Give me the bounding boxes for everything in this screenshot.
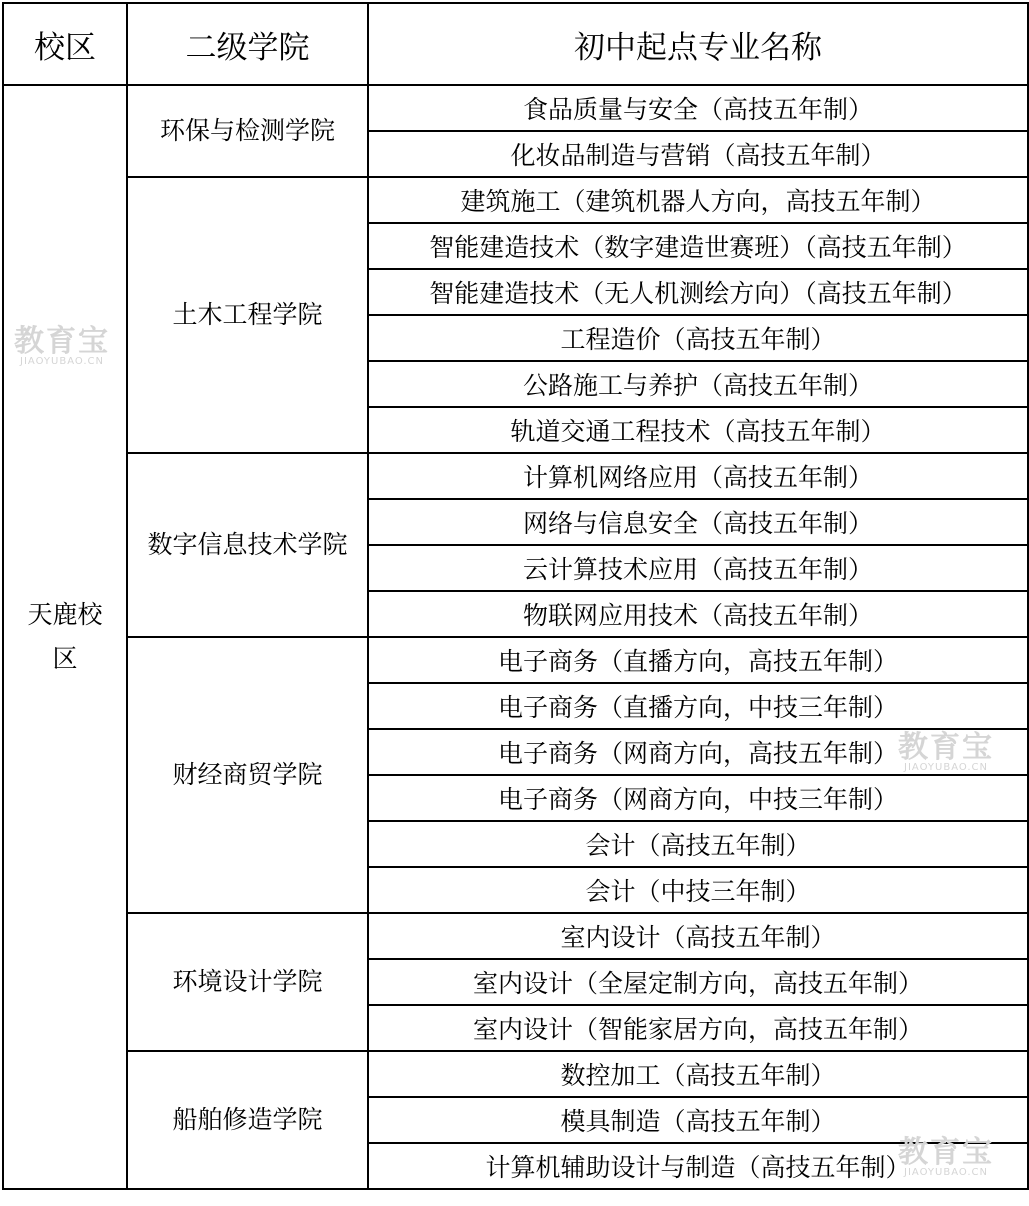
major-cell: 网络与信息安全（高技五年制） [368,499,1028,545]
watermark-url: JIAOYUBAO.CN [904,762,988,773]
major-cell: 室内设计（高技五年制） [368,913,1028,959]
campus-cell: 天鹿校区 [3,85,127,1189]
major-cell: 计算机辅助设计与制造（高技五年制） [368,1143,1028,1189]
header-major: 初中起点专业名称 [368,3,1028,85]
college-cell: 土木工程学院 [127,177,368,453]
table-body [3,85,1028,1189]
major-cell: 智能建造技术（数字建造世赛班）（高技五年制） [368,223,1028,269]
major-cell: 室内设计（智能家居方向，高技五年制） [368,1005,1028,1051]
major-cell: 建筑施工（建筑机器人方向，高技五年制） [368,177,1028,223]
college-cell: 船舶修造学院 [127,1051,368,1189]
major-cell: 电子商务（直播方向，中技三年制） [368,683,1028,729]
college-cell: 数字信息技术学院 [127,453,368,637]
major-cell: 智能建造技术（无人机测绘方向）（高技五年制） [368,269,1028,315]
table-row [3,637,1028,683]
major-cell: 工程造价（高技五年制） [368,315,1028,361]
watermark-text: 教育宝 [898,730,994,765]
watermark-url: JIAOYUBAO.CN [20,356,104,367]
major-cell: 电子商务（网商方向，高技五年制） [368,729,1028,775]
table-row [3,913,1028,959]
major-cell: 电子商务（直播方向，高技五年制） [368,637,1028,683]
major-cell: 室内设计（全屋定制方向，高技五年制） [368,959,1028,1005]
watermark-text: 教育宝 [14,324,110,359]
table-row [3,453,1028,499]
major-cell: 云计算技术应用（高技五年制） [368,545,1028,591]
header-college: 二级学院 [127,3,368,85]
major-cell: 物联网应用技术（高技五年制） [368,591,1028,637]
major-cell: 数控加工（高技五年制） [368,1051,1028,1097]
major-cell: 会计（中技三年制） [368,867,1028,913]
college-cell: 环境设计学院 [127,913,368,1051]
major-cell: 计算机网络应用（高技五年制） [368,453,1028,499]
table-row [3,85,1028,131]
major-cell: 模具制造（高技五年制） [368,1097,1028,1143]
header-campus: 校区 [3,3,127,85]
major-cell: 轨道交通工程技术（高技五年制） [368,407,1028,453]
college-cell: 环保与检测学院 [127,85,368,177]
watermark-url: JIAOYUBAO.CN [904,1167,988,1178]
major-cell: 公路施工与养护（高技五年制） [368,361,1028,407]
major-cell: 电子商务（网商方向，中技三年制） [368,775,1028,821]
major-cell: 食品质量与安全（高技五年制） [368,85,1028,131]
college-cell: 财经商贸学院 [127,637,368,913]
major-cell: 化妆品制造与营销（高技五年制） [368,131,1028,177]
table-row [3,1051,1028,1097]
majors-table [2,2,1029,1190]
table-row [3,177,1028,223]
watermark-text: 教育宝 [898,1135,994,1170]
header-row [3,3,1028,85]
major-cell: 会计（高技五年制） [368,821,1028,867]
